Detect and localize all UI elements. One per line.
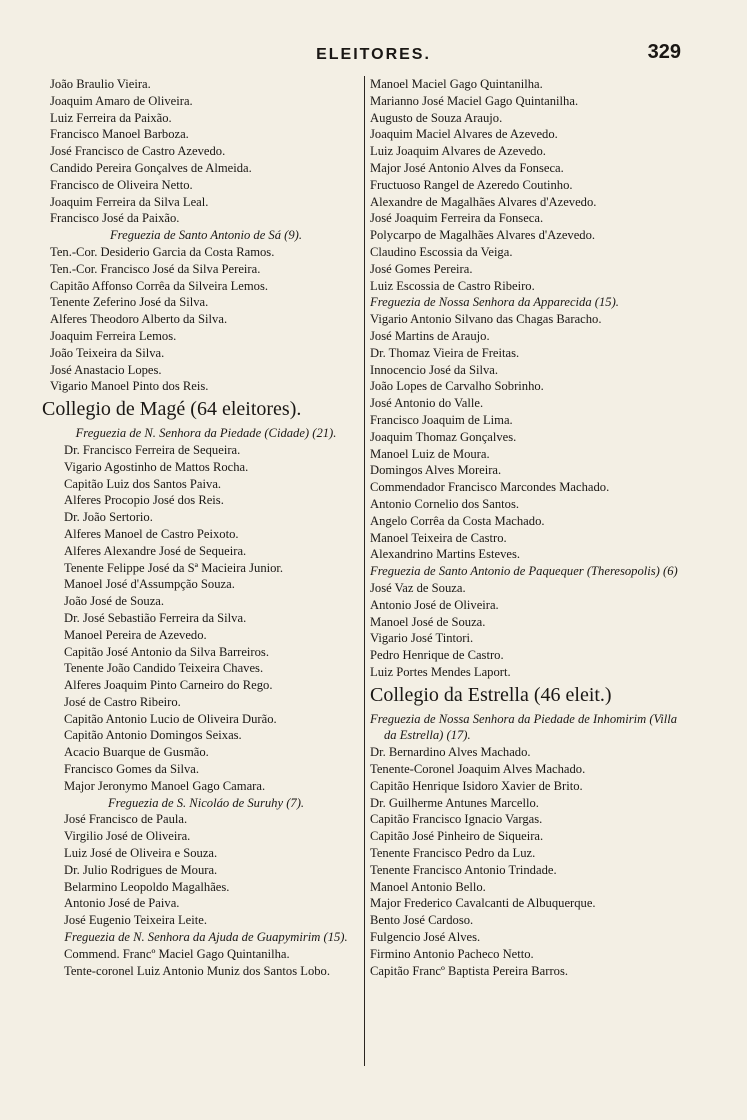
elector-entry: Francisco Joaquim de Lima. (370, 412, 513, 427)
elector-entry: Capitão José Pinheiro de Siqueira. (370, 829, 544, 844)
elector-entry: Capitão Antonio Domingos Seixas. (64, 728, 242, 743)
elector-entry: Fructuoso Rangel de Azeredo Coutinho. (370, 177, 573, 192)
elector-entry: Manoel Pereira de Azevedo. (64, 627, 207, 642)
elector-entry: Joaquim Thomaz Gonçalves. (370, 429, 517, 444)
elector-entry: Capitão Antonio Lucio de Oliveira Durão. (64, 711, 277, 726)
elector-entry: Commendador Francisco Marcondes Machado. (370, 480, 610, 495)
freguezia-heading: Freguezia de Nossa Senhora da Apparecida (15). (370, 295, 619, 310)
elector-entry: Tenente Francisco Pedro da Luz. (370, 846, 536, 861)
elector-entry: Alferes Alexandre José de Sequeira. (64, 543, 247, 558)
elector-entry: Ten.-Cor. Desiderio Garcia da Costa Ramos. (50, 244, 275, 259)
elector-entry: Manoel Antonio Bello. (370, 879, 486, 894)
elector-entry: Firmino Antonio Pacheco Netto. (370, 946, 534, 961)
elector-list (370, 311, 690, 479)
freguezia-heading: Freguezia de S. Nicoláo de Suruhy (7). (107, 795, 305, 810)
left-column (42, 76, 362, 979)
elector-entry: Alferes Manoel de Castro Peixoto. (64, 526, 239, 541)
freguezia-heading: Freguezia de N. Senhora da Piedade (Cidade) (21). (75, 426, 337, 441)
elector-entry: Domingos Alves Moreira. (370, 463, 502, 478)
elector-entry: Luiz Portes Mendes Laport. (370, 664, 511, 679)
elector-entry: Capitão Francisco Ignacio Vargas. (370, 812, 543, 827)
elector-entry: João José de Souza. (64, 594, 165, 609)
elector-entry: Dr. Bernardino Alves Machado. (370, 745, 531, 760)
elector-entry: Manoel Luiz de Moura. (370, 446, 490, 461)
elector-entry: Major José Antonio Alves da Fonseca. (370, 160, 564, 175)
elector-entry: Francisco de Oliveira Netto. (50, 177, 193, 192)
elector-entry: José Antonio do Valle. (370, 396, 484, 411)
elector-entry: Capitão Affonso Corrêa da Silveira Lemos. (50, 278, 269, 293)
elector-entry: Pedro Henrique de Castro. (370, 648, 504, 663)
elector-list (370, 496, 690, 563)
elector-entry: Manoel José de Souza. (370, 614, 486, 629)
elector-entry: Bento José Cardoso. (370, 913, 474, 928)
elector-entry: José Anastacio Lopes. (50, 362, 162, 377)
elector-entry: João Lopes de Carvalho Sobrinho. (370, 379, 544, 394)
elector-entry: Vigario Antonio Silvano das Chagas Baracho. (370, 312, 602, 327)
elector-list (50, 244, 362, 395)
elector-entry: Tenente Francisco Antonio Trindade. (370, 862, 557, 877)
elector-entry: José Vaz de Souza. (370, 580, 466, 595)
column-divider (364, 76, 365, 1066)
elector-entry: Major Jeronymo Manoel Gago Camara. (64, 778, 266, 793)
elector-entry: Antonio José de Paiva. (64, 896, 180, 911)
elector-entry: Major Frederico Cavalcanti de Albuquerque. (370, 896, 596, 911)
elector-entry: Manoel Maciel Gago Quintanilha. (370, 77, 543, 91)
elector-entry: Capitão Francº Baptista Pereira Barros. (370, 963, 569, 978)
elector-entry: Manoel Teixeira de Castro. (370, 530, 507, 545)
elector-entry: Dr. João Sertorio. (64, 510, 153, 525)
elector-entry: Francisco José da Paixão. (50, 211, 180, 226)
collegio-heading: Collegio de Magé (64 eleitores). (42, 398, 302, 421)
right-column (370, 76, 690, 979)
elector-entry: José Francisco de Paula. (64, 812, 188, 827)
elector-entry: José Joaquim Ferreira da Fonseca. (370, 211, 544, 226)
elector-entry: Dr. Julio Rodrigues de Moura. (64, 862, 218, 877)
elector-entry: Luiz Joaquim Alvares de Azevedo. (370, 144, 546, 159)
page-number: 329 (647, 41, 681, 63)
elector-entry: Francisco Manoel Barboza. (50, 127, 189, 142)
elector-entry: Tenente João Candido Teixeira Chaves. (64, 661, 264, 676)
elector-list (370, 744, 690, 979)
collegio-heading: Collegio da Estrella (46 eleit.) (370, 683, 612, 706)
freguezia-heading: Freguezia de Santo Antonio de Paquequer (Theresopolis) (6) (370, 564, 678, 579)
elector-entry: Joaquim Ferreira da Silva Leal. (50, 194, 209, 209)
elector-entry: Capitão José Antonio da Silva Barreiros. (64, 644, 269, 659)
page-header (0, 41, 747, 74)
running-title: ELEITORES. (316, 46, 431, 63)
elector-list (50, 811, 362, 929)
elector-entry: Francisco Gomes da Silva. (64, 762, 200, 777)
elector-list (370, 580, 690, 681)
elector-entry: Alexandrino Martins Esteves. (370, 547, 521, 562)
elector-entry: Claudino Escossia da Veiga. (370, 244, 513, 259)
elector-list (50, 76, 362, 227)
elector-entry: Tenente Zeferino José da Silva. (50, 295, 209, 310)
elector-entry: Joaquim Maciel Alvares de Azevedo. (370, 127, 558, 142)
elector-entry: Angelo Corrêa da Costa Machado. (370, 513, 545, 528)
elector-entry: José Francisco de Castro Azevedo. (50, 144, 226, 159)
elector-entry: Fulgencio José Alves. (370, 930, 481, 945)
elector-list (370, 76, 690, 294)
freguezia-heading: Freguezia de Santo Antonio de Sá (9). (109, 228, 303, 243)
elector-entry: Capitão Luiz dos Santos Paiva. (64, 476, 222, 491)
elector-entry: Joaquim Ferreira Lemos. (50, 328, 177, 343)
elector-entry: Tente-coronel Luiz Antonio Muniz dos Santos Lobo. (64, 963, 330, 978)
elector-entry: Virgilio José de Oliveira. (64, 829, 191, 844)
elector-entry: José Martins de Araujo. (370, 328, 490, 343)
elector-entry: Vigario José Tintori. (370, 631, 474, 646)
elector-entry: Belarmino Leopoldo Magalhães. (64, 879, 230, 894)
elector-entry: Vigario Manoel Pinto dos Reis. (50, 379, 209, 394)
elector-entry: Dr. Thomaz Vieira de Freitas. (370, 345, 520, 360)
elector-entry: Acacio Buarque de Gusmão. (64, 745, 209, 760)
elector-entry: Candido Pereira Gonçalves de Almeida. (50, 160, 252, 175)
elector-entry: Luiz Ferreira da Paixão. (50, 110, 172, 125)
elector-entry: Ten.-Cor. Francisco José da Silva Pereira. (50, 261, 261, 276)
elector-entry: Luiz Escossia de Castro Ribeiro. (370, 278, 535, 293)
elector-entry: Alexandre de Magalhães Alvares d'Azevedo. (370, 194, 597, 209)
elector-entry: Antonio Cornelio dos Santos. (370, 496, 520, 511)
elector-entry: Antonio José de Oliveira. (370, 597, 499, 612)
elector-entry: Luiz José de Oliveira e Souza. (64, 846, 218, 861)
elector-entry: Joaquim Amaro de Oliveira. (50, 93, 193, 108)
elector-entry: Dr. Francisco Ferreira de Sequeira. (64, 442, 241, 457)
elector-entry: Augusto de Souza Araujo. (370, 110, 503, 125)
elector-entry: Dr. Guilherme Antunes Marcello. (370, 795, 539, 810)
elector-entry: Marianno José Maciel Gago Quintanilha. (370, 93, 579, 108)
elector-list (50, 946, 362, 963)
elector-entry: Alferes Theodoro Alberto da Silva. (50, 312, 228, 327)
elector-entry: José de Castro Ribeiro. (64, 694, 181, 709)
elector-entry: Dr. José Sebastião Ferreira da Silva. (64, 610, 247, 625)
elector-entry: Polycarpo de Magalhães Alvares d'Azevedo. (370, 228, 596, 243)
elector-entry: Alferes Joaquim Pinto Carneiro do Rego. (64, 678, 273, 693)
elector-entry: Capitão Henrique Isidoro Xavier de Brito. (370, 778, 583, 793)
elector-entry: Alferes Procopio José dos Reis. (64, 493, 224, 508)
elector-list (50, 442, 362, 795)
elector-entry: Tenente Felippe José da Sª Macieira Junior. (64, 560, 284, 575)
elector-entry: Tenente-Coronel Joaquim Alves Machado. (370, 762, 586, 777)
freguezia-heading: Freguezia de Nossa Senhora da Piedade de Inhomirim (Villa da Estrella) (17). (370, 711, 678, 743)
elector-entry: José Gomes Pereira. (370, 261, 473, 276)
elector-entry: João Teixeira da Silva. (50, 345, 165, 360)
elector-entry: João Braulio Vieira. (50, 77, 151, 91)
elector-entry: Manoel José d'Assumpção Souza. (64, 577, 235, 592)
freguezia-heading: Freguezia de N. Senhora da Ajuda de Guapymirim (15). (64, 930, 348, 945)
elector-entry: Commend. Francº Maciel Gago Quintanilha. (64, 946, 290, 961)
elector-entry: Vigario Agostinho de Mattos Rocha. (64, 459, 249, 474)
elector-entry: Innocencio José da Silva. (370, 362, 499, 377)
elector-entry: José Eugenio Teixeira Leite. (64, 913, 207, 928)
